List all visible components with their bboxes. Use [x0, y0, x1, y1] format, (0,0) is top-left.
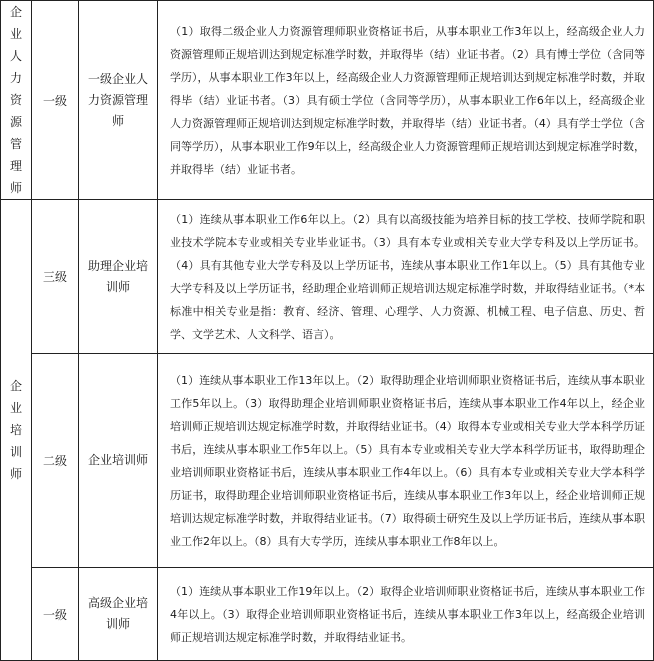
level-cell: 二级 — [32, 354, 79, 568]
table-row — [1, 1, 654, 200]
title-cell: 助理企业培训师 — [79, 200, 158, 354]
title-cell: 一级企业人力资源管理师 — [79, 1, 158, 200]
occupation-name: 企业人力资源管理师 — [9, 5, 22, 195]
table-row — [1, 200, 654, 354]
occupation-name: 企业培训师 — [9, 379, 22, 481]
requirements-cell: （1）连续从事本职业工作13年以上。（2）取得助理企业培训师职业资格证书后，连续从事本职业工作5年以上。（3）取得助理企业培训师职业资格证书后，连续从事本职业工作4年以上，经企业培训师正规培训达规定标准学时数，并取得结业证书。（4）取得本专业或相关专业大学本科学历证书后，连续从事本职业工作5年以上。（5）具有本专业或相关专业大学本科学历证书，取得助理企业培训师职业资格证书后，连续从事本职业工作4年以上。（6）具有本专业或相关专业大学本科学历证书，取得助理企业培训师职业资格证书后，连续从事本职业工作3年以上，经企业培训师正规培训达规定标准学时数，并取得结业证书。（7）取得硕士研究生及以上学历证书后，连续从事本职业工作2年以上。（8）具有大专学历，连续从事本职业工作8年以上。 — [158, 354, 654, 568]
title-cell: 高级企业培训师 — [79, 568, 158, 661]
requirements-cell: （1）连续从事本职业工作6年以上。（2）具有以高级技能为培养目标的技工学校、技师学院和职业技术学院本专业或相关专业毕业证书。（3）具有本专业或相关专业大学专科及以上学历证书。（4）具有其他专业大学专科及以上学历证书，连续从事本职业工作1年以上。（5）具有其他专业大学专科及以上学历证书，经助理企业培训师正规培训达规定标准学时数，并取得结业证书。（*本标准中相关专业是指：教育、经济、管理、心理学、人力资源、机械工程、电子信息、历史、哲学、文学艺术、人文科学、语言）。 — [158, 200, 654, 354]
table-row — [1, 568, 654, 661]
requirements-cell: （1）取得二级企业人力资源管理师职业资格证书后，从事本职业工作3年以上，经高级企业人力资源管理师正规培训达到规定标准学时数，并取得毕（结）业证书者。（2）具有博士学位（含同等学历），从事本职业工作3年以上，经高级企业人力资源管理师正规培训达到规定标准学时数，并取得毕（结）业证书者。（3）具有硕士学位（含同等学历），从事本职业工作6年以上，经高级企业人力资源管理师正规培训达到规定标准学时数，并取得毕（结）业证书者。（4）具有学士学位（含同等学历），从事本职业工作9年以上，经高级企业人力资源管理师正规培训达到规定标准学时数，并取得毕（结）业证书者。 — [158, 1, 654, 200]
occupation-cell — [1, 1, 32, 200]
level-cell: 一级 — [32, 568, 79, 661]
level-cell: 一级 — [32, 1, 79, 200]
level-cell: 三级 — [32, 200, 79, 354]
title-cell: 企业培训师 — [79, 354, 158, 568]
requirements-cell: （1）连续从事本职业工作19年以上。（2）取得企业培训师职业资格证书后，连续从事本职业工作4年以上。（3）取得企业培训师职业资格证书后，连续从事本职业工作3年以上，经高级企业培训师正规培训达规定标准学时数，并取得结业证书。 — [158, 568, 654, 661]
table-row — [1, 354, 654, 568]
occupation-cell — [1, 200, 32, 661]
